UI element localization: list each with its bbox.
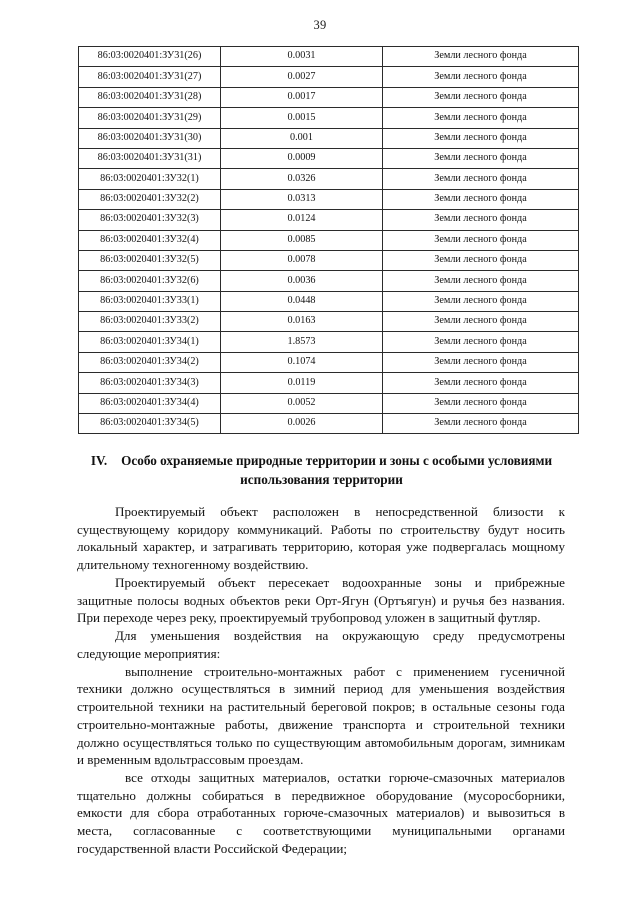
cell-area: 0.0163 xyxy=(221,312,383,332)
table-row xyxy=(79,352,579,372)
table-row xyxy=(79,148,579,168)
cell-area: 0.1074 xyxy=(221,352,383,372)
cell-area: 0.0017 xyxy=(221,87,383,107)
body-text xyxy=(77,503,565,858)
cell-land-category: Земли лесного фонда xyxy=(383,332,579,352)
cell-cadastral-number: 86:03:0020401:ЗУ31(27) xyxy=(79,67,221,87)
cell-cadastral-number: 86:03:0020401:ЗУ34(2) xyxy=(79,352,221,372)
cell-area: 0.0052 xyxy=(221,393,383,413)
table-row xyxy=(79,47,579,67)
cell-area: 0.0085 xyxy=(221,230,383,250)
cell-land-category: Земли лесного фонда xyxy=(383,148,579,168)
cell-cadastral-number: 86:03:0020401:ЗУ32(4) xyxy=(79,230,221,250)
cell-cadastral-number: 86:03:0020401:ЗУ32(2) xyxy=(79,189,221,209)
cell-land-category: Земли лесного фонда xyxy=(383,47,579,67)
table-row xyxy=(79,169,579,189)
parcel-table-body xyxy=(79,47,579,434)
cell-area: 0.0027 xyxy=(221,67,383,87)
cell-cadastral-number: 86:03:0020401:ЗУ32(3) xyxy=(79,210,221,230)
cell-land-category: Земли лесного фонда xyxy=(383,414,579,434)
table-row xyxy=(79,189,579,209)
cell-cadastral-number: 86:03:0020401:ЗУ31(29) xyxy=(79,108,221,128)
cell-area: 0.0015 xyxy=(221,108,383,128)
cell-area: 0.0026 xyxy=(221,414,383,434)
cell-area: 0.0313 xyxy=(221,189,383,209)
section-numeral: IV. xyxy=(90,453,108,468)
cell-cadastral-number: 86:03:0020401:ЗУ32(5) xyxy=(79,250,221,270)
table-row xyxy=(79,250,579,270)
cell-area: 0.0448 xyxy=(221,291,383,311)
cell-cadastral-number: 86:03:0020401:ЗУ33(1) xyxy=(79,291,221,311)
cell-area: 0.0036 xyxy=(221,271,383,291)
paragraph-5: все отходы защитных материалов, остатки горюче-смазочных материалов тщательно должны собираться в передвижное оборудование (мусоросборники, емкости для сбора отработанных горюче-смазочных материалов) и вывозиться в места, согласованные с соответствующими муниципальными органами государственной власти Российской Федерации; xyxy=(77,770,565,856)
cell-land-category: Земли лесного фонда xyxy=(383,169,579,189)
page-number: 39 xyxy=(313,18,327,32)
cell-cadastral-number: 86:03:0020401:ЗУ32(1) xyxy=(79,169,221,189)
table-row xyxy=(79,67,579,87)
table-row xyxy=(79,271,579,291)
cell-area: 0.0009 xyxy=(221,148,383,168)
cell-cadastral-number: 86:03:0020401:ЗУ34(4) xyxy=(79,393,221,413)
cell-area: 1.8573 xyxy=(221,332,383,352)
cell-cadastral-number: 86:03:0020401:ЗУ31(26) xyxy=(79,47,221,67)
cell-land-category: Земли лесного фонда xyxy=(383,250,579,270)
cell-cadastral-number: 86:03:0020401:ЗУ33(2) xyxy=(79,312,221,332)
paragraph-4: выполнение строительно-монтажных работ с применением гусеничной техники должно осуществляться в зимний период для уменьшения воздействия строительной техники на растительный береговой покров; в остальные сезоны года строительно-монтажные работы, движение транспорта и строительной техники должно осуществляться только по существующим автомобильным дорогам, зимникам и временным вдольтрассовым проездам. xyxy=(77,663,565,768)
cell-cadastral-number: 86:03:0020401:ЗУ32(6) xyxy=(79,271,221,291)
cell-land-category: Земли лесного фонда xyxy=(383,291,579,311)
cell-land-category: Земли лесного фонда xyxy=(383,271,579,291)
cell-land-category: Земли лесного фонда xyxy=(383,189,579,209)
table-row xyxy=(79,210,579,230)
cell-land-category: Земли лесного фонда xyxy=(383,393,579,413)
cell-land-category: Земли лесного фонда xyxy=(383,312,579,332)
paragraph-3: Для уменьшения воздействия на окружающую среду предусмотрены следующие мероприятия: xyxy=(77,628,565,661)
paragraph-1: Проектируемый объект расположен в непосредственной близости к существующему коридору коммуникаций. Работы по строительству будут носить локальный характер, и затрагивать территорию, которая уже подвергалась мощному длительному техногенному воздействию. xyxy=(77,504,565,573)
table-row xyxy=(79,393,579,413)
table-row xyxy=(79,108,579,128)
parcel-table xyxy=(78,46,579,434)
cell-area: 0.0326 xyxy=(221,169,383,189)
paragraph-2: Проектируемый объект пересекает водоохранные зоны и прибрежные защитные полосы водных объектов реки Орт-Ягун (Ортъягун) и ручья без названия. При переходе через реку, проектируемый трубопровод уложен в защитный футляр. xyxy=(77,574,565,626)
table-row xyxy=(79,128,579,148)
cell-cadastral-number: 86:03:0020401:ЗУ31(28) xyxy=(79,87,221,107)
cell-cadastral-number: 86:03:0020401:ЗУ34(3) xyxy=(79,373,221,393)
parcel-table-container xyxy=(78,46,565,434)
cell-land-category: Земли лесного фонда xyxy=(383,230,579,250)
cell-cadastral-number: 86:03:0020401:ЗУ34(1) xyxy=(79,332,221,352)
section-heading xyxy=(78,452,565,489)
table-row xyxy=(79,291,579,311)
table-row xyxy=(79,332,579,352)
table-row xyxy=(79,414,579,434)
cell-land-category: Земли лесного фонда xyxy=(383,373,579,393)
table-row xyxy=(79,230,579,250)
cell-area: 0.0078 xyxy=(221,250,383,270)
section-title: Особо охраняемые природные территории и зоны с особыми условиями использования территории xyxy=(121,453,553,487)
cell-land-category: Земли лесного фонда xyxy=(383,87,579,107)
table-row xyxy=(79,87,579,107)
cell-area: 0.0124 xyxy=(221,210,383,230)
table-row xyxy=(79,312,579,332)
cell-land-category: Земли лесного фонда xyxy=(383,108,579,128)
cell-land-category: Земли лесного фонда xyxy=(383,128,579,148)
cell-land-category: Земли лесного фонда xyxy=(383,210,579,230)
cell-cadastral-number: 86:03:0020401:ЗУ31(30) xyxy=(79,128,221,148)
cell-area: 0.001 xyxy=(221,128,383,148)
cell-area: 0.0031 xyxy=(221,47,383,67)
cell-area: 0.0119 xyxy=(221,373,383,393)
cell-cadastral-number: 86:03:0020401:ЗУ34(5) xyxy=(79,414,221,434)
cell-land-category: Земли лесного фонда xyxy=(383,352,579,372)
cell-land-category: Земли лесного фонда xyxy=(383,67,579,87)
table-row xyxy=(79,373,579,393)
cell-cadastral-number: 86:03:0020401:ЗУ31(31) xyxy=(79,148,221,168)
